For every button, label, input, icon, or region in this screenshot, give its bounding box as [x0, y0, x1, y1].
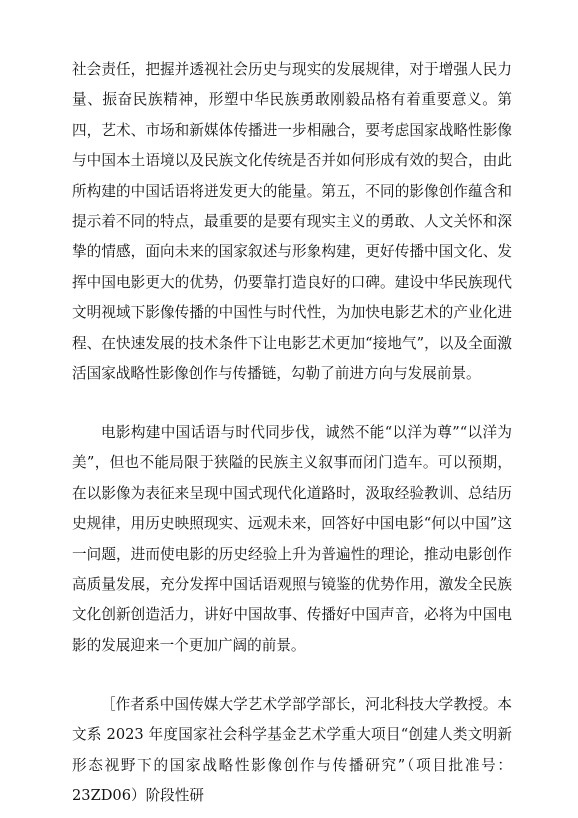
body-paragraph-2: 电影构建中国话语与时代同步伐，诚然不能“以洋为尊”“以洋为美”，但也不能局限于狭隘的民族主义叙事而闭门造车。可以预期，在以影像为表征来呈现中国式现代化道路时，汲取经验教训、总结历史规律，用历史映照现实、远观未来，回答好中国电影“何以中国”这一问题，进而使电影的历史经验上升为普遍性的理论，推动电影创作高质量发展，充分发挥中国话语观照与镜鉴的优势作用，激发全民族文化创新创造活力，讲好中国故事、传播好中国声音，必将为中国电影的发展迎来一个更加广阔的前景。: [72, 424, 512, 654]
author-note-paragraph: ［作者系中国传媒大学艺术学部学部长，河北科技大学教授。本文系 2023 年度国家社会科学基金艺术学重大项目“创建人类文明新形态视野下的国家战略性影像创作与传播研究”（项目批准号：23ZD06）阶段性研: [72, 696, 512, 805]
body-paragraph-1: 社会责任，把握并透视社会历史与现实的发展规律，对于增强人民力量、振奋民族精神，形塑中华民族勇敢刚毅品格有着重要意义。第四，艺术、市场和新媒体传播进一步相融合，要考虑国家战略性影像与中国本土语境以及民族文化传统是否并如何形成有效的契合，由此所构建的中国话语将迸发更大的能量。第五，不同的影像创作蕴含和提示着不同的特点，最重要的是要有现实主义的勇敢、人文关怀和深挚的情感，面向未来的国家叙述与形象构建，更好传播中国文化、发挥中国电影更大的优势，仍要靠打造良好的口碑。建设中华民族现代文明视域下影像传播的中国性与时代性，为加快电影艺术的产业化进程、在快速发展的技术条件下让电影艺术更加“接地气”，以及全面激活国家战略性影像创作与传播链，勾勒了前进方向与发展前景。: [72, 61, 512, 383]
